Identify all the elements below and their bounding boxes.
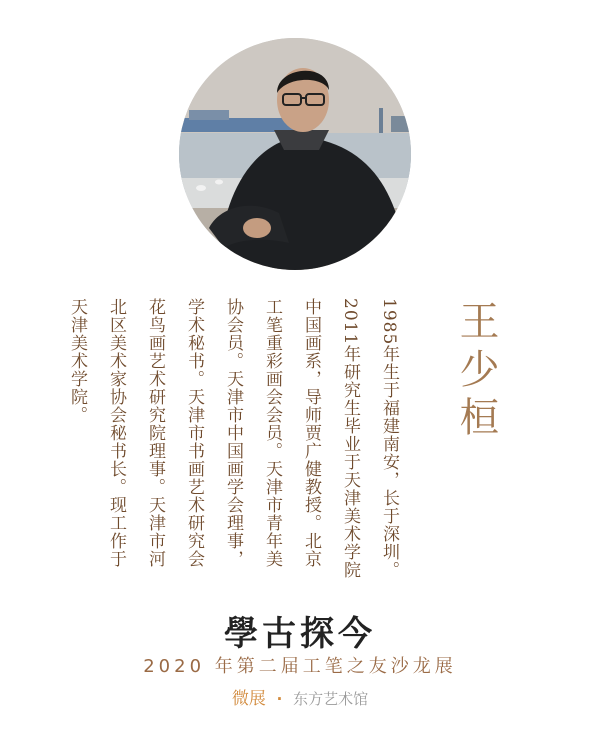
artist-bio: [57, 298, 408, 588]
bio-line: 2011年研究生毕业于天津美术学院: [340, 298, 360, 580]
separator-dot: ·: [276, 690, 283, 708]
portrait-photo: [179, 38, 411, 270]
venue-label: 东方艺术馆: [293, 690, 369, 708]
bio-line: 1985年生于福建南安，长于深圳。: [379, 298, 399, 580]
bio-line: 中国画系，导师贾广健教授。北京: [301, 298, 321, 568]
brand-label: 微展: [231, 689, 266, 709]
artist-portrait: [179, 38, 411, 270]
bio-line: 学术秘书。天津市书画艺术研究会: [184, 298, 204, 568]
artist-name: 王少桓: [453, 300, 499, 444]
bio-line: 协会员。天津市中国画学会理事，: [223, 298, 243, 568]
bio-line: 工笔重彩画会会员。天津市青年美: [262, 298, 282, 568]
bio-line: 天津美术学院。: [67, 298, 87, 424]
exhibition-title: 2020 年第二届工笔之友沙龙展: [143, 656, 457, 677]
footer-credit: [0, 684, 600, 709]
bio-line: 花鸟画艺术研究院理事。天津市河: [145, 298, 165, 568]
calligraphy-logo: 學古探今: [224, 614, 376, 654]
bio-line: 北区美术家协会秘书长。现工作于: [106, 298, 126, 568]
